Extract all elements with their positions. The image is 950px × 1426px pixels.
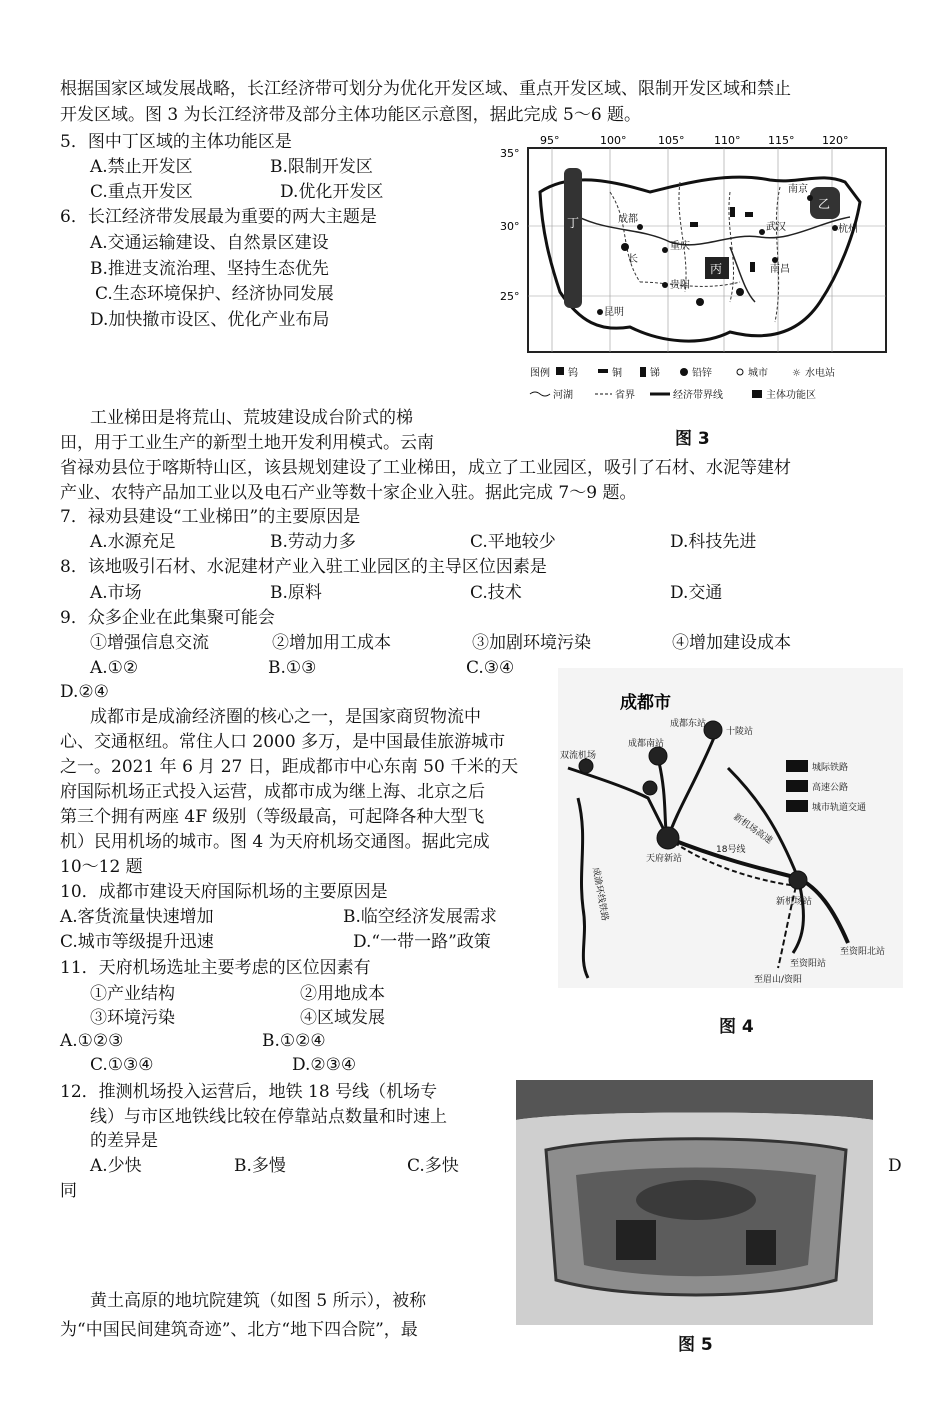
city-label: 重庆 [670, 241, 690, 252]
station-label: 至眉山/资阳 [754, 975, 803, 985]
q12-stem-line-2: 线）与市区地铁线比较在停靠站点数量和时速上 [90, 1107, 447, 1127]
q5-stem: 5．图中丁区域的主体功能区是 [60, 132, 292, 152]
figure-4-transport-map [558, 668, 903, 988]
q8-option-b: B.原料 [270, 583, 322, 603]
passage3-line-3: 之一。2021 年 6 月 27 日，距成都市中心东南 50 千米的天 [60, 757, 519, 777]
figure-5-caption: 图 5 [678, 1335, 713, 1355]
passage2-line-2: 田，用于工业生产的新型土地开发利用模式。云南 [60, 433, 434, 453]
line-label: 新机场高速 [731, 812, 774, 847]
passage3-line-1: 成都市是成渝经济圈的核心之一，是国家商贸物流中 [90, 707, 481, 727]
q12-stem-line-1: 12．推测机场投入运营后，地铁 18 号线（机场专 [60, 1082, 438, 1102]
region-label: 乙 [818, 197, 831, 211]
station-label: 双流机场 [560, 751, 597, 761]
q11-item-3: ③环境污染 [90, 1008, 175, 1028]
intro-line-2: 开发区域。图 3 为长江经济带及部分主体功能区示意图，据此完成 5～6 题。 [60, 105, 642, 125]
legend-item: 主体功能区 [766, 390, 816, 401]
passage4-line-2: 为“中国民间建筑奇迹”、北方“地下四合院”，最 [60, 1320, 418, 1340]
q11-item-4: ④区域发展 [300, 1008, 385, 1028]
svg-text:☼: ☼ [792, 368, 801, 379]
q12-option-d-head: D [888, 1156, 902, 1176]
lon-label: 120° [822, 134, 849, 147]
figure-3-caption: 图 3 [675, 429, 710, 449]
q8-option-d: D.交通 [670, 583, 723, 603]
passage3-line-4: 府国际机场正式投入运营，成都市成为继上海、北京之后 [60, 782, 485, 802]
q10-option-c: C.城市等级提升迅速 [60, 932, 214, 952]
q8-option-a: A.市场 [90, 583, 142, 603]
lat-label: 35° [500, 147, 520, 160]
q5-option-c: C.重点开发区 [90, 182, 193, 202]
lon-label: 115° [768, 134, 795, 147]
q12-option-c: C.多快 [407, 1156, 459, 1176]
q9-option-a: A.①② [90, 658, 139, 678]
lon-label: 100° [600, 134, 627, 147]
q7-option-b: B.劳动力多 [270, 532, 356, 552]
q9-option-c: C.③④ [466, 658, 515, 678]
city-label: 成都 [618, 214, 638, 225]
q6-option-b: B.推进支流治理、坚持生态优先 [90, 259, 329, 279]
station-label: 至资阳站 [790, 959, 827, 969]
station-label: 新机场站 [776, 897, 813, 907]
passage3-line-5: 第三个拥有两座 4F 级别（等级最高，可起降各种大型飞 [60, 807, 485, 827]
q8-option-c: C.技术 [470, 583, 522, 603]
figure-3-map [500, 132, 895, 412]
station-label: 十陵站 [726, 727, 754, 737]
q5-option-a: A.禁止开发区 [90, 157, 193, 177]
q7-option-d: D.科技先进 [670, 532, 757, 552]
city-label: 贵阳 [670, 280, 690, 291]
q12-option-a: A.少快 [90, 1156, 142, 1176]
city-label: 武汉 [766, 222, 786, 233]
q5-option-b: B.限制开发区 [270, 157, 373, 177]
passage4-line-1: 黄土高原的地坑院建筑（如图 5 所示），被称 [90, 1291, 427, 1311]
q12-option-d-tail: 同 [60, 1181, 77, 1201]
legend-item: 锑 [650, 368, 660, 379]
map-title: 成都市 [620, 693, 671, 713]
q9-item-1: ①增强信息交流 [90, 633, 209, 653]
legend-item: 高速公路 [812, 783, 849, 793]
q11-item-1: ①产业结构 [90, 984, 175, 1004]
line-label: 18号线 [716, 845, 746, 855]
legend-item: 钨 [568, 368, 578, 379]
q10-stem: 10．成都市建设天府国际机场的主要原因是 [60, 882, 388, 902]
lat-label: 25° [500, 290, 520, 303]
q11-option-a: A.①②③ [60, 1031, 124, 1051]
lon-label: 95° [540, 134, 560, 147]
q7-option-a: A.水源充足 [90, 532, 176, 552]
q11-option-b: B.①②④ [262, 1031, 326, 1051]
lon-label: 110° [714, 134, 741, 147]
passage3-line-2: 心、交通枢纽。常住人口 2000 多万，是中国最佳旅游城市 [60, 732, 506, 752]
station-label: 天府新站 [646, 854, 683, 864]
lat-label: 30° [500, 220, 520, 233]
q9-item-4: ④增加建设成本 [672, 633, 791, 653]
q5-option-d: D.优化开发区 [280, 182, 384, 202]
legend-item: 城市轨道交通 [812, 803, 867, 813]
q11-option-d: D.②③④ [292, 1055, 357, 1075]
city-label: 南京 [788, 184, 808, 195]
q11-item-2: ②用地成本 [300, 984, 385, 1004]
region-label: 丁 [567, 216, 580, 230]
q9-option-b: B.①③ [268, 658, 317, 678]
city-label: 南昌 [770, 264, 790, 275]
legend-item: 河湖 [553, 390, 573, 401]
legend-item: 铅锌 [692, 368, 712, 379]
legend-item: 水电站 [805, 368, 835, 379]
city-label: 昆明 [604, 307, 624, 318]
q10-option-a: A.客货流量快速增加 [60, 907, 214, 927]
q10-option-d: D.“一带一路”政策 [353, 932, 491, 952]
lon-label: 105° [658, 134, 685, 147]
passage3-line-7: 10～12 题 [60, 857, 143, 877]
q9-item-2: ②增加用工成本 [272, 633, 391, 653]
city-label: 杭州 [838, 224, 858, 235]
region-label: 丙 [710, 262, 723, 276]
q9-item-3: ③加剧环境污染 [472, 633, 591, 653]
legend-item: 铜 [612, 368, 622, 379]
q12-option-b: B.多慢 [234, 1156, 286, 1176]
legend-item: 省界 [615, 390, 635, 401]
line-label: 成渝环线铁路 [590, 866, 610, 922]
passage3-line-6: 机）民用机场的城市。图 4 为天府机场交通图。据此完成 [60, 832, 490, 852]
region-ding [564, 168, 582, 308]
q12-stem-line-3: 的差异是 [90, 1131, 158, 1151]
intro-line-1: 根据国家区域发展战略，长江经济带可划分为优化开发区域、重点开发区域、限制开发区域和禁止 [60, 79, 791, 99]
q6-option-c: C.生态环境保护、经济协同发展 [95, 284, 334, 304]
station-label: 至资阳北站 [840, 947, 886, 957]
q6-option-d: D.加快撤市设区、优化产业布局 [90, 310, 330, 330]
station-label: 成都东站 [670, 719, 707, 729]
legend-item: 经济带界线 [673, 390, 723, 401]
q7-stem: 7．禄劝县建设“工业梯田”的主要原因是 [60, 507, 361, 527]
q10-option-b: B.临空经济发展需求 [343, 907, 497, 927]
legend-item: 城际铁路 [812, 763, 849, 773]
legend-item: 城市 [748, 368, 768, 379]
q9-option-d: D.②④ [60, 682, 109, 702]
q8-stem: 8．该地吸引石材、水泥建材产业入驻工业园区的主导区位因素是 [60, 557, 547, 577]
legend-title: 图例 [530, 368, 550, 379]
passage2-line-1: 工业梯田是将荒山、荒坡建设成台阶式的梯 [90, 408, 413, 428]
q11-stem: 11．天府机场选址主要考虑的区位因素有 [60, 958, 371, 978]
q9-stem: 9．众多企业在此集聚可能会 [60, 608, 275, 628]
q7-option-c: C.平地较少 [470, 532, 556, 552]
q11-option-c: C.①③④ [90, 1055, 154, 1075]
figure-4-caption: 图 4 [719, 1017, 754, 1037]
station-label: 成都南站 [628, 739, 665, 749]
q6-stem: 6．长江经济带发展最为重要的两大主题是 [60, 207, 377, 227]
passage2-line-3: 省禄劝县位于喀斯特山区，该县规划建设了工业梯田，成立了工业园区，吸引了石材、水泥等建材 [60, 458, 791, 478]
city-label: 长 [628, 254, 638, 265]
figure-5-photo [516, 1080, 873, 1325]
passage2-line-4: 产业、农特产品加工业以及电石产业等数十家企业入驻。据此完成 7～9 题。 [60, 483, 637, 503]
q6-option-a: A.交通运输建设、自然景区建设 [90, 233, 329, 253]
